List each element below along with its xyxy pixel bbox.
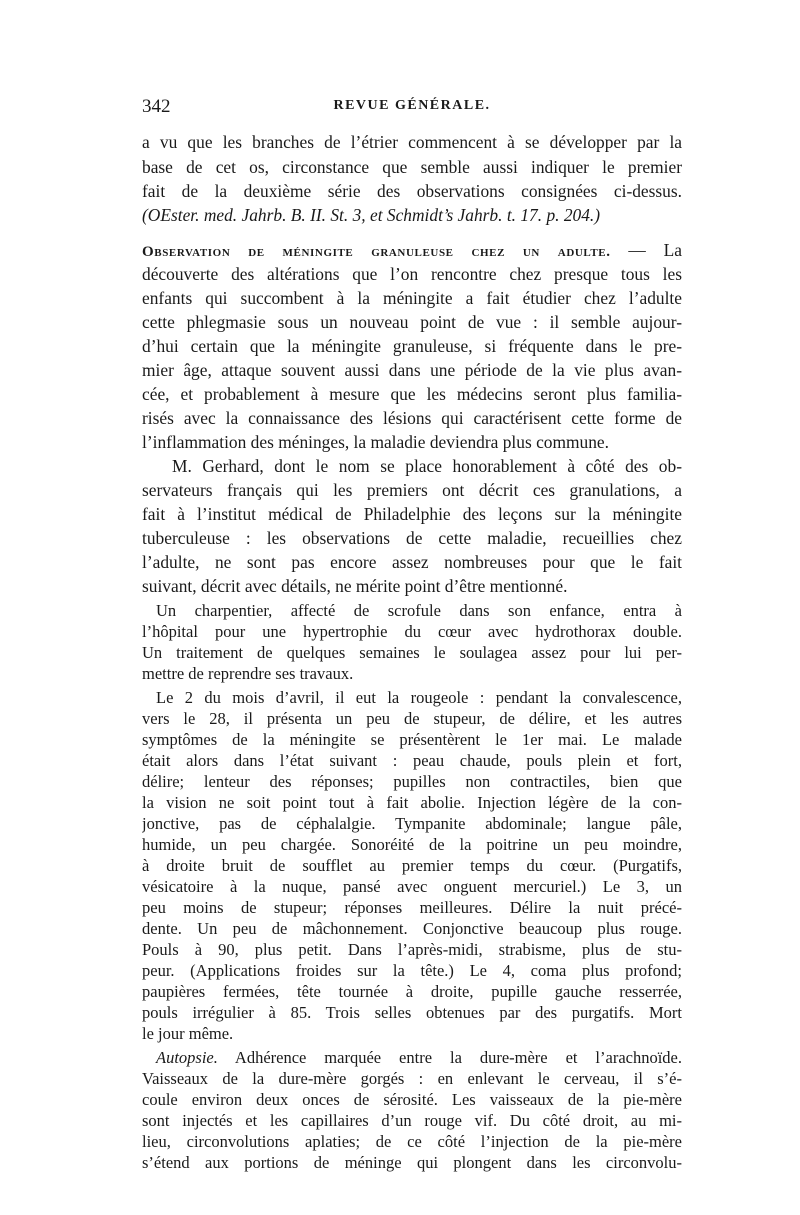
autopsy-label: Autopsie. xyxy=(156,1048,218,1067)
text-line: était alors dans l’état suivant : peau chaude, pouls plein et fort, xyxy=(142,751,682,770)
text-line: suivant, décrit avec détails, ne mérite point d’être mentionné. xyxy=(142,576,568,596)
section-heading-line: Observation de méningite granuleuse chez un adulte. — La xyxy=(142,240,682,260)
text-line: fait de la deuxième série des observations consignées ci-dessus. xyxy=(142,181,682,201)
text-line: symptômes de la méningite se présentèrent le 1er mai. Le malade xyxy=(142,730,682,749)
section-heading: Observation de méningite granuleuse chez un adulte. xyxy=(142,244,611,260)
text-line: dente. Un peu de mâchonnement. Conjonctive beaucoup plus rouge. xyxy=(142,919,682,938)
page-number: 342 xyxy=(142,96,171,117)
text-line: servateurs français qui les premiers ont décrit ces granulations, a xyxy=(142,480,682,500)
text-line: fait à l’institut médical de Philadelphie des leçons sur la méningite xyxy=(142,504,682,524)
text-line: tuberculeuse : les observations de cette maladie, recueillies chez xyxy=(142,528,682,548)
text-line: Autopsie. Adhérence marquée entre la dure-mère et l’arachnoïde. xyxy=(156,1048,682,1067)
text-line: Vaisseaux de la dure-mère gorgés : en enlevant le cerveau, il s’é- xyxy=(142,1069,682,1088)
text-line: cée, et probablement à mesure que les médecins seront plus familia- xyxy=(142,384,682,404)
text-line: Le 2 du mois d’avril, il eut la rougeole : pendant la convalescence, xyxy=(156,688,682,707)
text-line: sont injectés et les capillaires d’un rouge vif. Du côté droit, au mi- xyxy=(142,1111,682,1130)
text-line: Un traitement de quelques semaines le soulagea assez pour lui per- xyxy=(142,643,682,662)
text-line: lieu, circonvolutions aplaties; de ce côté l’injection de la pie-mère xyxy=(142,1132,682,1151)
text-line: enfants qui succombent à la méningite a fait étudier chez l’adulte xyxy=(142,288,682,308)
text-line: s’étend aux portions de méninge qui plongent dans les circonvolu- xyxy=(142,1153,682,1172)
text-line: a vu que les branches de l’étrier commencent à se développer par la xyxy=(142,132,682,152)
text-line: peur. (Applications froides sur la tête.) Le 4, coma plus profond; xyxy=(142,961,682,980)
text-line: paupières fermées, tête tournée à droite, pupille gauche resserrée, xyxy=(142,982,682,1001)
text-line: l’inflammation des méninges, la maladie deviendra plus commune. xyxy=(142,432,609,452)
text-line: humide, un peu chargée. Sonoréité de la poitrine un peu moindre, xyxy=(142,835,682,854)
text-line: risés avec la connaissance des lésions qui caractérisent cette forme de xyxy=(142,408,682,428)
text-line: (OEster. med. Jahrb. B. II. St. 3, et Schmidt’s Jahrb. t. 17. p. 204.) xyxy=(142,205,601,225)
text-line: vésicatoire à la nuque, pansé avec onguent mercuriel.) Le 3, un xyxy=(142,877,682,896)
text-line: peu moins de stupeur; réponses meilleures. Délire la nuit précé- xyxy=(142,898,682,917)
text-line: mettre de reprendre ses travaux. xyxy=(142,664,354,683)
text-line: base de cet os, circonstance que semble aussi indiquer le premier xyxy=(142,157,682,177)
text-line: la vision ne soit point tout à fait abolie. Injection légère de la con- xyxy=(142,793,682,812)
text-line: d’hui certain que la méningite granuleuse, si fréquente dans le pre- xyxy=(142,336,682,356)
text-line: l’hôpital pour une hypertrophie du cœur avec hydrothorax double. xyxy=(142,622,682,641)
text-line: mier âge, attaque souvent aussi dans une période de la vie plus avan- xyxy=(142,360,682,380)
text-line: M. Gerhard, dont le nom se place honorablement à côté des ob- xyxy=(172,456,682,476)
text-line: à droite bruit de soufflet au premier temps du cœur. (Purgatifs, xyxy=(142,856,682,875)
text-line: l’adulte, ne sont pas encore assez nombreuses pour que le fait xyxy=(142,552,682,572)
text-line: le jour même. xyxy=(142,1024,234,1043)
running-title: REVUE GÉNÉRALE. xyxy=(333,98,491,113)
text-line: Pouls à 90, plus petit. Dans l’après-midi, strabisme, plus de stu- xyxy=(142,940,682,959)
text-line: pouls irrégulier à 85. Trois selles obtenues par des purgatifs. Mort xyxy=(142,1003,682,1022)
text-line: coule environ deux onces de sérosité. Les vaisseaux de la pie-mère xyxy=(142,1090,682,1109)
text-line: cette phlegmasie sous un nouveau point de vue : il semble aujour- xyxy=(142,312,682,332)
text-line: découverte des altérations que l’on rencontre chez presque tous les xyxy=(142,264,682,284)
page-header xyxy=(142,96,682,122)
text-line: délire; lenteur des réponses; pupilles non contractiles, bien que xyxy=(142,772,682,791)
text-line: jonctive, pas de céphalalgie. Tympanite abdominale; langue pâle, xyxy=(142,814,682,833)
text-line: vers le 28, il présenta un peu de stupeur, de délire, et les autres xyxy=(142,709,682,728)
text-line: Un charpentier, affecté de scrofule dans son enfance, entra à xyxy=(156,601,682,620)
